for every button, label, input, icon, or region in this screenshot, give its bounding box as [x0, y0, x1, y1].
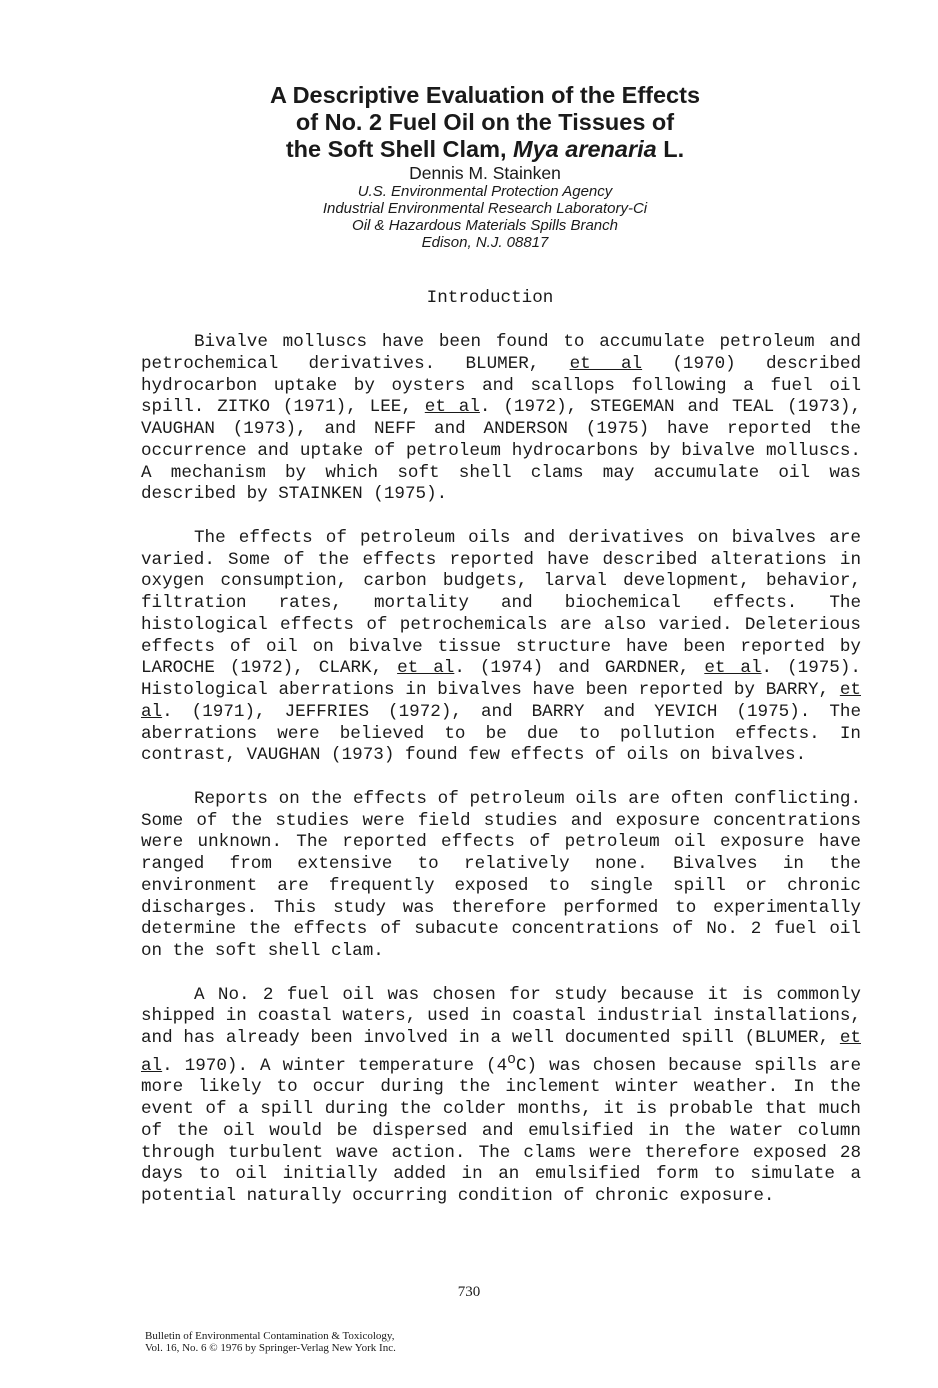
- body-text: [141, 332, 861, 1230]
- section-heading: Introduction: [426, 288, 554, 308]
- p1-et-al-2: et al: [424, 397, 480, 418]
- p4-text-b: . 1970). A winter temperature (4: [162, 1055, 508, 1076]
- paragraph-3: Reports on the effects of petroleum oils are often conflicting. Some of the studies were field studies and exposure concentrations were unknown. The reported effects of petroleum oil exposure have ranged from extensive to relatively none. Bivalves in the environment are frequently exposed to single spill or chronic discharges. This study was therefore performed to experimentally determine the effects of subacute concentrations of No. 2 fuel oil on the soft shell clam.: [141, 788, 861, 961]
- paragraph-4: [141, 985, 861, 1208]
- title-block: [220, 82, 750, 251]
- p2-text-d: . (1971), JEFFRIES (1972), and BARRY and YEVICH (1975). The aberrations were believed to be due to pollution effects. In contrast, VAUGHAN (1973) found few effects of oils on bivalves.: [141, 701, 861, 766]
- title-species-name: Mya arenaria: [513, 136, 657, 162]
- title-line-2: of No. 2 Fuel Oil on the Tissues of: [295, 109, 675, 135]
- title-suffix: L.: [663, 136, 685, 162]
- title-line-3: the Soft Shell Clam,: [285, 136, 507, 162]
- p4-et-al-1: et al: [141, 1028, 861, 1076]
- paper-title: [220, 82, 750, 163]
- p1-et-al-1: et al: [569, 353, 643, 374]
- p2-text-b: . (1974) and GARDNER,: [454, 658, 705, 679]
- p1-text-c: . (1972), STEGEMAN and TEAL (1973), VAUGHAN (1973), and NEFF and ANDERSON (1975) have reported the occurrence and uptake of petroleum hydrocarbons by bivalve molluscs. A mechanism by which soft shell clams may accumulate oil was described by STAINKEN (1975).: [141, 397, 861, 505]
- paragraph-1: [141, 332, 861, 506]
- p2-et-al-2: et al: [704, 658, 762, 679]
- affiliation-line-1: U.S. Environmental Protection Agency: [357, 183, 613, 200]
- p1-text-a: Bivalve molluscs have been found to accumulate petroleum and petrochemical derivatives. BLUMER,: [141, 332, 861, 374]
- p2-et-al-1: et al: [397, 658, 455, 679]
- p2-text-c: . (1975). Histological aberrations in bivalves have been reported by BARRY,: [141, 658, 861, 700]
- degree-superscript: o: [507, 1051, 516, 1068]
- page-number: 730: [457, 1284, 481, 1300]
- p2-text-a: The effects of petroleum oils and derivatives on bivalves are varied. Some of the effects reported have described alterations in oxygen consumption, carbon budgets, larval development, behavior, filtration rates, mortality and biochemical effects. The histological effects of petrochemicals are also varied. Deleterious effects of oil on bivalve tissue structure have been reported by LAROCHE (1972), CLARK,: [141, 527, 861, 679]
- affiliation-line-4: Edison, N.J. 08817: [421, 234, 549, 251]
- affiliation-line-2: Industrial Environmental Research Laboratory-Ci: [322, 200, 648, 217]
- p4-text-c: C) was chosen because spills are more likely to occur during the inclement winter weather. In the event of a spill during the colder months, it is probable that much of the oil would be dispersed and emulsified in the water column through turbulent wave action. The clams were therefore exposed 28 days to oil initially added in an emulsified form to simulate a potential naturally occurring condition of chronic exposure.: [141, 1055, 862, 1207]
- footer-line-2: Vol. 16, No. 6 © 1976 by Springer-Verlag New York Inc.: [145, 1342, 396, 1354]
- p4-text-a: A No. 2 fuel oil was chosen for study because it is commonly shipped in coastal waters, used in coastal industrial installations, and has already been involved in a well documented spill (BLUMER,: [141, 984, 861, 1048]
- footer-line-1: Bulletin of Environmental Contamination & Toxicology,: [145, 1330, 395, 1342]
- author-name: Dennis M. Stainken: [409, 163, 561, 183]
- journal-footer: [145, 1330, 645, 1354]
- p2-et-al-3: et al: [141, 680, 861, 722]
- paragraph-2: [141, 528, 861, 767]
- title-line-1: A Descriptive Evaluation of the Effects: [269, 82, 701, 108]
- affiliation-line-3: Oil & Hazardous Materials Spills Branch: [352, 217, 618, 234]
- p1-text-b: (1970) described hydrocarbon uptake by oysters and scallops following a fuel oil spill. ZITKO (1971), LEE,: [141, 353, 862, 418]
